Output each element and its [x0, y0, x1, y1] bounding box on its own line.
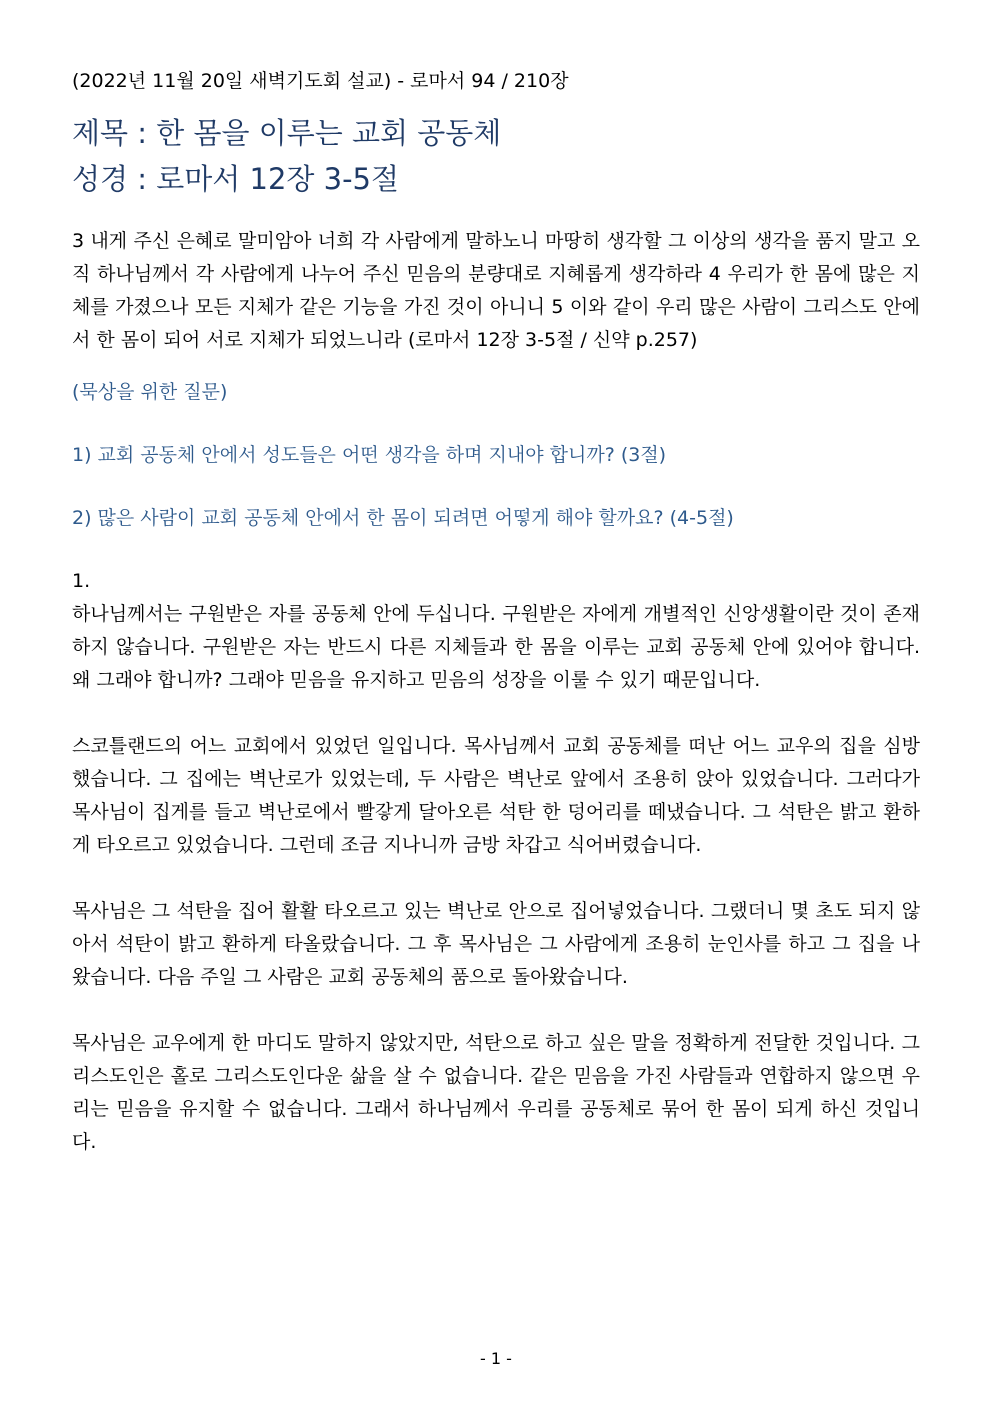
- sermon-title: 제목 : 한 몸을 이루는 교회 공동체: [72, 116, 502, 150]
- page-number: - 1 -: [480, 1349, 512, 1368]
- sermon-header: (2022년 11월 20일 새벽기도회 설교) - 로마서 94 / 210장: [72, 70, 569, 92]
- meditation-questions: [72, 376, 920, 535]
- meditation-question-1: 1) 교회 공동체 안에서 성도들은 어떤 생각을 하며 지내야 합니까? (3절): [72, 444, 667, 466]
- body-paragraph-4: 목사님은 교우에게 한 마디도 말하지 않았지만, 석탄으로 하고 싶은 말을 정확하게 전달한 것입니다. 그리스도인은 홀로 그리스도인다운 삶을 살 수 없습니다. 같은 믿음을 가진 사람들과 연합하지 않으면 우리는 믿음을 유지할 수 없습니다. 그래서 하나님께서 우리를 공동체로 묶어 한 몸이 되게 하신 것입니다.: [72, 1032, 920, 1153]
- meditation-heading: (묵상을 위한 질문): [72, 381, 228, 403]
- sermon-body: [72, 565, 920, 1159]
- meditation-question-2: 2) 많은 사람이 교회 공동체 안에서 한 몸이 되려면 어떻게 해야 할까요? (4-5절): [72, 507, 734, 529]
- document-page: [72, 58, 920, 1192]
- scripture-text: 3 내게 주신 은혜로 말미암아 너희 각 사람에게 말하노니 마땅히 생각할 그 이상의 생각을 품지 말고 오직 하나님께서 각 사람에게 나누어 주신 믿음의 분량대로 지혜롭게 생각하라 4 우리가 한 몸에 많은 지체를 가졌으나 모든 지체가 같은 기능을 가진 것이 아니니 5 이와 같이 우리 많은 사람이 그리스도 안에서 한 몸이 되어 서로 지체가 되었느니라 (로마서 12장 3-5절 / 신약 p.257): [72, 230, 920, 351]
- body-paragraph-3: 목사님은 그 석탄을 집어 활활 타오르고 있는 벽난로 안으로 집어넣었습니다. 그랬더니 몇 초도 되지 않아서 석탄이 밝고 환하게 타올랐습니다. 그 후 목사님은 그 사람에게 조용히 눈인사를 하고 그 집을 나왔습니다. 다음 주일 그 사람은 교회 공동체의 품으로 돌아왔습니다.: [72, 900, 920, 988]
- body-paragraph-2: 스코틀랜드의 어느 교회에서 있었던 일입니다. 목사님께서 교회 공동체를 떠난 어느 교우의 집을 심방했습니다. 그 집에는 벽난로가 있었는데, 두 사람은 벽난로 앞에서 조용히 앉아 있었습니다. 그러다가 목사님이 집게를 들고 벽난로에서 빨갛게 달아오른 석탄 한 덩어리를 떼냈습니다. 그 석탄은 밝고 환하게 타오르고 있었습니다. 그런데 조금 지나니까 금방 차갑고 식어버렸습니다.: [72, 735, 920, 856]
- body-paragraph-1: 하나님께서는 구원받은 자를 공동체 안에 두십니다. 구원받은 자에게 개별적인 신앙생활이란 것이 존재하지 않습니다. 구원받은 자는 반드시 다른 지체들과 한 몸을 이루는 교회 공동체 안에 있어야 합니다. 왜 그래야 합니까? 그래야 믿음을 유지하고 믿음의 성장을 이룰 수 있기 때문입니다.: [72, 603, 920, 691]
- scripture-reference: 성경 : 로마서 12장 3-5절: [72, 162, 400, 196]
- title-block: [72, 110, 920, 202]
- section-number: 1.: [72, 570, 91, 592]
